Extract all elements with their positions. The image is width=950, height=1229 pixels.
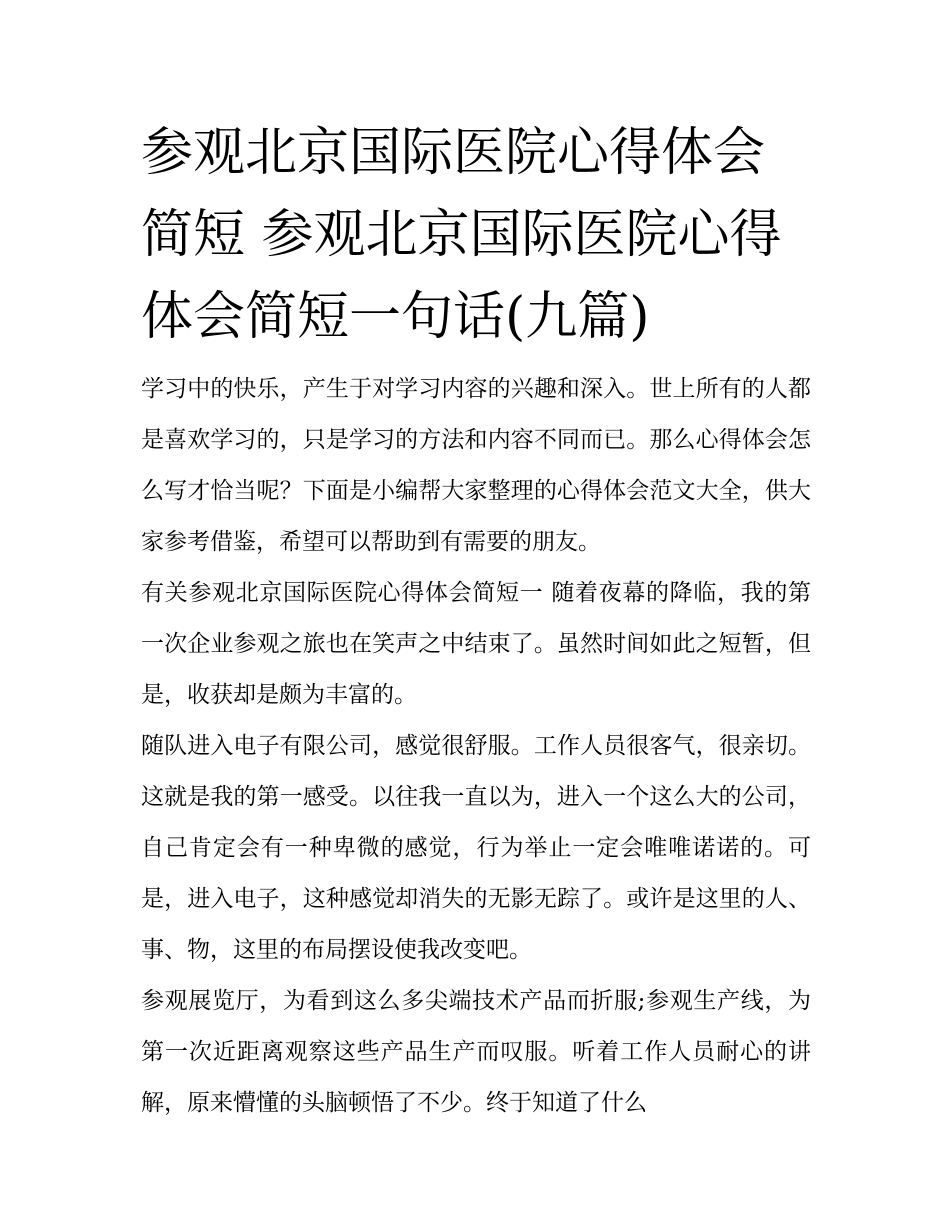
paragraph-section-one: 有关参观北京国际医院心得体会简短一 随着夜幕的降临，我的第一次企业参观之旅也在笑声之中结束了。虽然时间如此之短暂，但是，收获却是颇为丰富的。 [141,580,811,708]
document-title: 参观北京国际医院心得体会简短 参观北京国际医院心得体会简短一句话(九篇) [141,123,782,347]
document-page [141,112,811,1129]
paragraph-company-visit: 随队进入电子有限公司，感觉很舒服。工作人员很客气，很亲切。这就是我的第一感受。以往我一直以为，进入一个这么大的公司，自己肯定会有一种卑微的感觉，行为举止一定会唯唯诺诺的。可是，进入电子，这种感觉却消失的无影无踪了。或许是这里的人、事、物，这里的布局摆设使我改变吧。 [141,733,811,963]
paragraph-exhibition: 参观展览厅，为看到这么多尖端技术产品而折服;参观生产线，为第一次近距离观察这些产品生产而叹服。听着工作人员耐心的讲解，原来懵懂的头脑顿悟了不少。终于知道了什么 [141,988,811,1116]
paragraph-intro: 学习中的快乐，产生于对学习内容的兴趣和深入。世上所有的人都是喜欢学习的，只是学习的方法和内容不同而已。那么心得体会怎么写才恰当呢？下面是小编帮大家整理的心得体会范文大全，供大家参考借鉴，希望可以帮助到有需要的朋友。 [141,376,811,555]
